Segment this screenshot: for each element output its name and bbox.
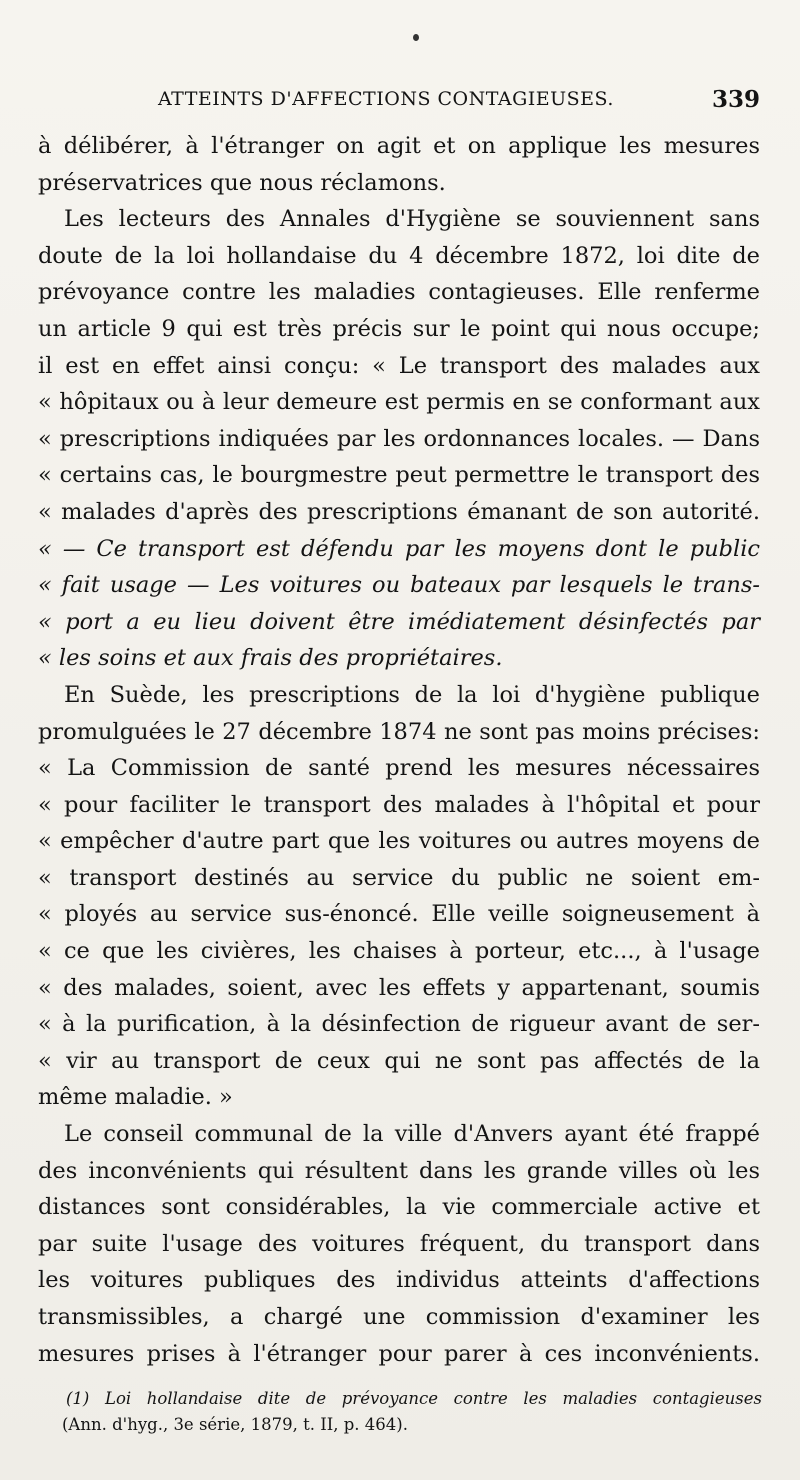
page-number: 339 xyxy=(711,86,760,113)
text-line: prévoyance contre les maladies contagieuses. Elle renferme xyxy=(38,279,760,306)
text-line: doute de la loi hollandaise du 4 décembre 1872, loi dite de xyxy=(38,242,760,269)
text-line: à délibérer, à l'étranger on agit et on applique les mesures xyxy=(38,133,760,159)
text-line: « malades d'après des prescriptions émanant de son autorité. xyxy=(38,498,760,525)
text-line: « ployés au service sus-énoncé. Elle veille soigneusement à xyxy=(38,901,760,928)
text-line: « fait usage — Les voitures ou bateaux par lesquels le trans- xyxy=(38,572,760,599)
text-line: « ce que les civières, les chaises à porteur, etc..., à l'usage xyxy=(38,938,760,965)
text-line: « La Commission de santé prend les mesures nécessaires xyxy=(38,755,760,782)
text-line: « les soins et aux frais des propriétaires. xyxy=(38,645,503,672)
text-line: En Suède, les prescriptions de la loi d'hygiène publique xyxy=(64,681,760,708)
text-line: « — Ce transport est défendu par les moyens dont le public xyxy=(38,535,760,562)
body-text xyxy=(38,128,760,1372)
text-line: distances sont considérables, la vie commerciale active et xyxy=(38,1194,760,1221)
text-line: préservatrices que nous réclamons. xyxy=(38,169,446,196)
text-line: transmissibles, a chargé une commission d'examiner les xyxy=(38,1304,760,1330)
text-line: les voitures publiques des individus atteints d'affections xyxy=(38,1267,760,1294)
paragraph xyxy=(38,128,760,201)
printer-mark xyxy=(413,34,419,41)
text-line: par suite l'usage des voitures fréquent, du transport dans xyxy=(38,1230,760,1257)
paragraph xyxy=(38,677,760,1116)
text-line: Les lecteurs des Annales d'Hygiène se souviennent sans xyxy=(64,206,760,233)
text-line: « pour faciliter le transport des malades à l'hôpital et pour xyxy=(38,791,760,818)
text-line: « certains cas, le bourgmestre peut permettre le transport des xyxy=(38,462,760,489)
text-line: « vir au transport de ceux qui ne sont pas affectés de la xyxy=(38,1047,760,1074)
footnote-line: (Ann. d'hyg., 3e série, 1879, t. II, p. 464). xyxy=(62,1415,408,1434)
text-line: « prescriptions indiquées par les ordonnances locales. — Dans xyxy=(38,425,760,452)
footnotes xyxy=(62,1386,762,1438)
text-line: « transport destinés au service du public ne soient em- xyxy=(38,864,760,891)
text-line: même maladie. » xyxy=(38,1084,233,1111)
footnote-line: (1) Loi hollandaise dite de prévoyance contre les maladies contagieuses xyxy=(66,1389,762,1408)
text-line: « hôpitaux ou à leur demeure est permis en se conformant aux xyxy=(38,389,760,416)
paragraph xyxy=(38,1116,760,1372)
paragraph xyxy=(38,201,760,677)
text-line: Le conseil communal de la ville d'Anvers ayant été frappé xyxy=(64,1121,760,1148)
text-line: mesures prises à l'étranger pour parer à ces inconvénients. xyxy=(38,1340,760,1367)
text-line: un article 9 qui est très précis sur le point qui nous occupe; xyxy=(38,315,760,342)
running-title: ATTEINTS D'AFFECTIONS CONTAGIEUSES. xyxy=(158,88,614,110)
page-header xyxy=(158,88,760,118)
text-line: « à la purification, à la désinfection de rigueur avant de ser- xyxy=(38,1011,760,1038)
text-line: « empêcher d'autre part que les voitures ou autres moyens de xyxy=(38,828,760,855)
text-line: des inconvénients qui résultent dans les grande villes où les xyxy=(38,1157,760,1184)
text-line: promulguées le 27 décembre 1874 ne sont pas moins précises: xyxy=(38,718,760,745)
text-line: il est en effet ainsi conçu: « Le transport des malades aux xyxy=(38,352,760,379)
text-line: « port a eu lieu doivent être imédiatement désinfectés par xyxy=(38,608,760,635)
text-line: « des malades, soient, avec les effets y appartenant, soumis xyxy=(38,974,760,1001)
